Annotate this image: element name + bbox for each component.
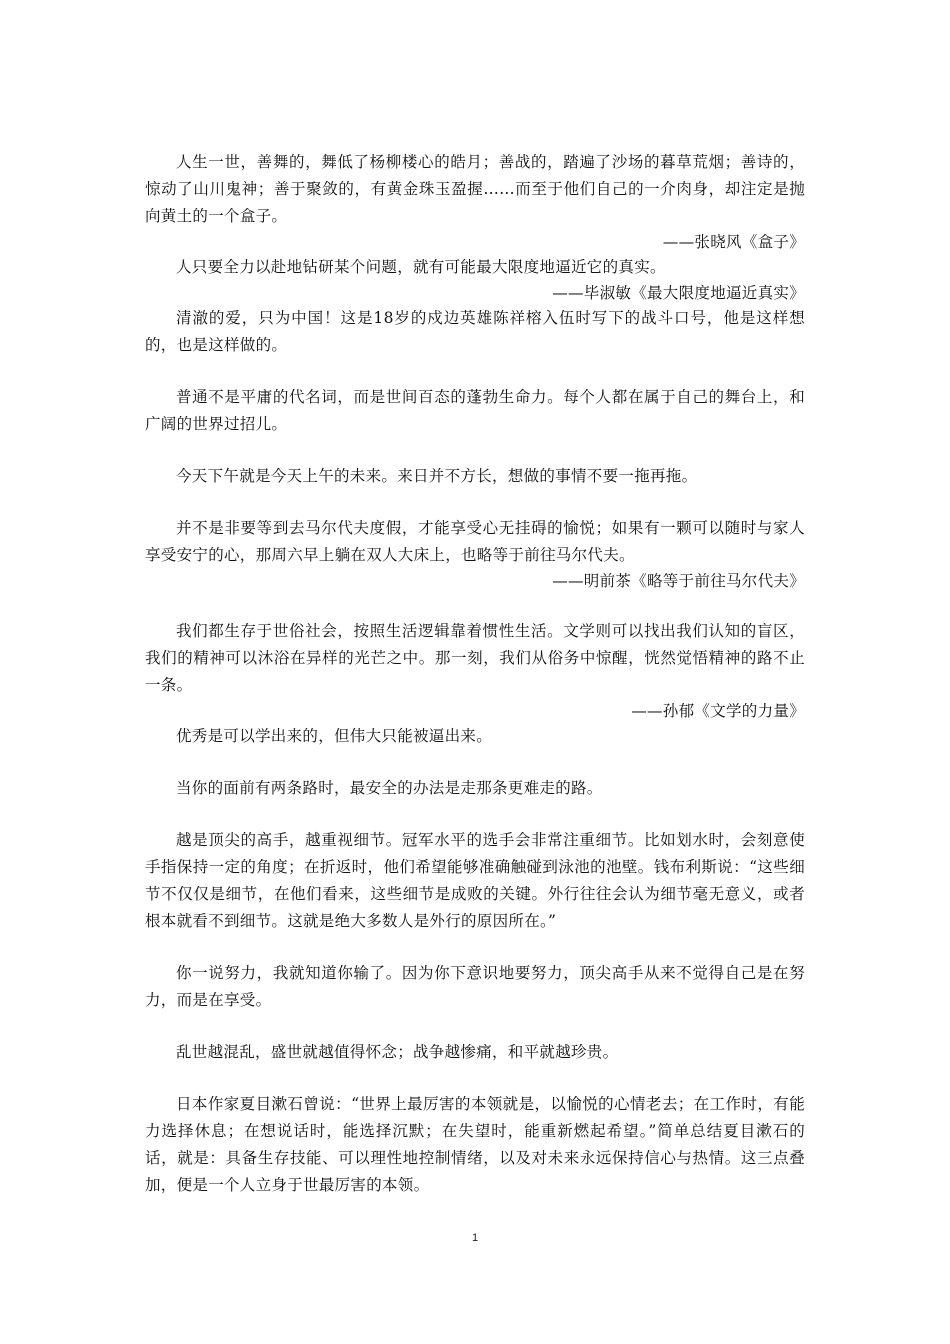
paragraph-spacer [145,1066,805,1091]
paragraph-spacer [145,750,805,775]
paragraph-spacer [145,359,805,384]
attribution-1: ——张晓风《盒子》 [662,233,805,251]
page-number: 1 [471,1232,479,1244]
paragraph-spacer [145,1014,805,1039]
paragraph-spacer [145,802,805,827]
paragraph-11: 你一说努力，我就知道你输了。因为你下意识地要努力，顶尖高手从来不觉得自己是在努力，而是在享受。 [145,964,805,1009]
paragraph-2: 人只要全力以赴地钻研某个问题，就有可能最大限度地逼近它的真实。 [176,258,666,276]
paragraph-13: 日本作家夏目漱石曾说：“世界上最厉害的本领就是，以愉悦的心情老去；在工作时，有能力选择休息；在想说话时，能选择沉默；在失望时，能重新燃起希望。”简单总结夏目漱石的话，就是：具备生存技能、可以理性地控制情绪，以及对未来永远保持信心与热情。这三点叠加，便是一个人立身于世最厉害的本领。 [145,1095,805,1194]
paragraph-spacer [145,593,805,618]
paragraph-8: 优秀是可以学出来的，但伟大只能被逼出来。 [176,727,493,745]
paragraph-spacer [145,490,805,515]
attribution-2: ——毕淑敏《最大限度地逼近真实》 [552,284,805,302]
paragraph-12: 乱世越混乱，盛世就越值得怀念；战争越惨痛，和平就越珍贵。 [176,1043,619,1061]
paragraph-3: 清澈的爱，只为中国！这是18岁的戍边英雄陈祥榕入伍时写下的战斗口号，他是这样想的，也是这样做的。 [145,309,805,354]
paragraph-4: 普通不是平庸的代名词，而是世间百态的蓬勃生命力。每个人都在属于自己的舞台上，和广阔的世界过招儿。 [145,388,805,433]
document-body [145,149,805,1199]
attribution-3: ——明前茶《略等于前往马尔代夫》 [552,572,805,590]
paragraph-6: 并不是非要等到去马尔代夫度假，才能享受心无挂碍的愉悦；如果有一颗可以随时与家人享受安宁的心，那周六早上躺在双人大床上，也略等于前往马尔代夫。 [145,519,805,564]
paragraph-7: 我们都生存于世俗社会，按照生活逻辑靠着惯性生活。文学则可以找出我们认知的盲区，我们的精神可以沐浴在异样的光芒之中。那一刻，我们从俗务中惊醒，恍然觉悟精神的路不止一条。 [145,622,805,694]
paragraph-5: 今天下午就是今天上午的未来。来日并不方长，想做的事情不要一拖再拖。 [176,467,698,485]
paragraph-1: 人生一世，善舞的，舞低了杨柳楼心的皓月；善战的，踏遍了沙场的暮草荒烟；善诗的，惊动了山川鬼神；善于聚敛的，有黄金珠玉盈握……而至于他们自己的一介肉身，却注定是抛向黄土的一个盒子。 [145,153,805,225]
paragraph-spacer [145,935,805,960]
paragraph-10: 越是顶尖的高手，越重视细节。冠军水平的选手会非常注重细节。比如划水时，会刻意使手指保持一定的角度；在折返时，他们希望能够准确触碰到泳池的池壁。钱布利斯说：“这些细节不仅仅是细节，在他们看来，这些细节是成败的关键。外行往往会认为细节毫无意义，或者根本就看不到细节。这就是绝大多数人是外行的原因所在。” [145,831,805,930]
paragraph-9: 当你的面前有两条路时，最安全的办法是走那条更难走的路。 [176,779,603,797]
paragraph-spacer [145,438,805,463]
attribution-4: ——孙郁《文学的力量》 [631,702,805,720]
